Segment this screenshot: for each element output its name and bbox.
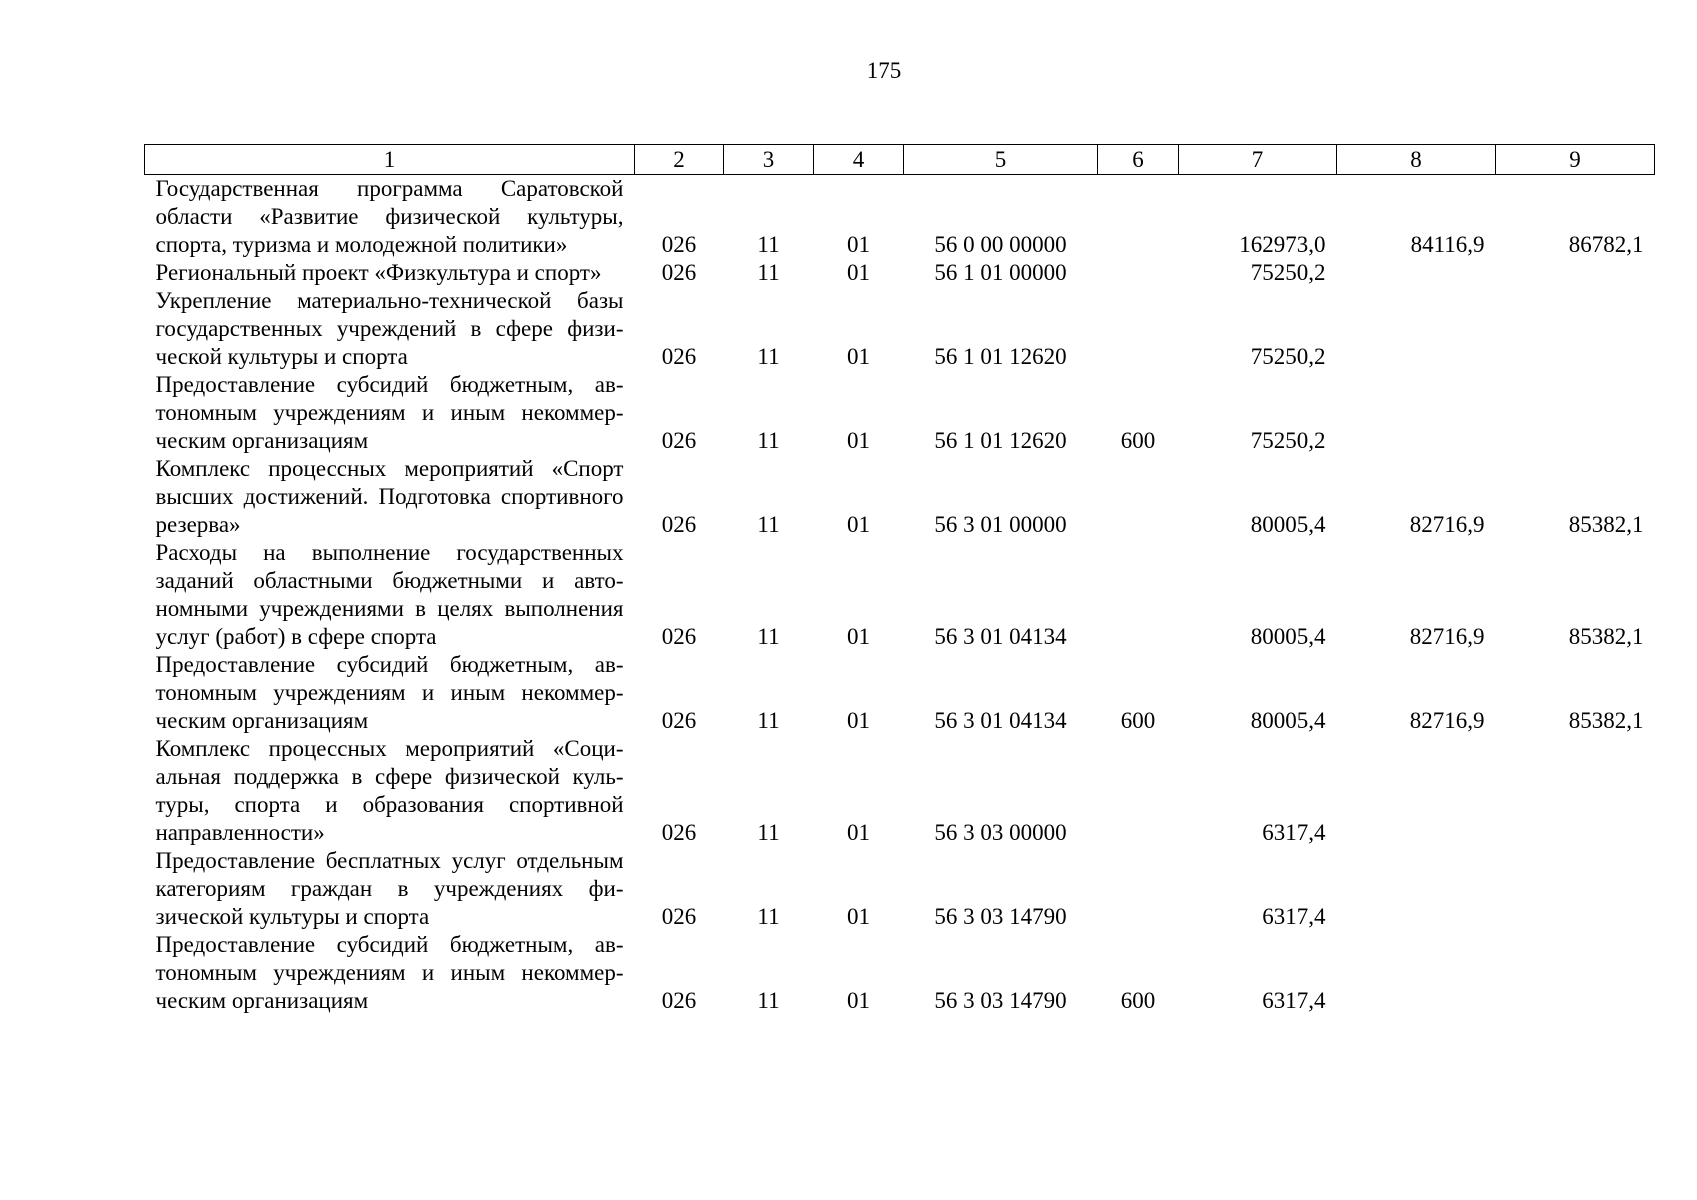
row-target-article-cell: 56 3 03 00000 [934, 820, 1067, 845]
row-target-article-cell: 56 3 03 14790 [934, 988, 1067, 1013]
row-expense-type-cell [1098, 735, 1179, 847]
row-expense-type-cell: 600 [1120, 988, 1156, 1013]
row-name-cell: Региональный проект «Физкультура и спорт» [155, 260, 602, 285]
row-amount-col9-cell: 85382,1 [1568, 624, 1644, 649]
row-subsection-cell: 01 [847, 428, 870, 453]
table-row [145, 539, 1655, 651]
header-cell-5: 5 [904, 145, 1098, 175]
row-target-article-cell: 56 3 01 04134 [934, 708, 1067, 733]
row-code-cell: 026 [661, 512, 697, 537]
row-amount-col7-cell: 75250,2 [1250, 428, 1326, 453]
row-target-article-cell: 56 1 01 00000 [934, 260, 1067, 285]
row-section-cell: 11 [757, 344, 780, 369]
row-expense-type-cell [1098, 287, 1179, 371]
table-row [145, 287, 1655, 371]
row-amount-col9-cell [1496, 371, 1655, 455]
row-target-article-cell: 56 0 00 00000 [934, 232, 1067, 257]
row-amount-col7-cell: 6317,4 [1262, 988, 1326, 1013]
header-cell-2: 2 [635, 145, 724, 175]
row-amount-col7-cell: 162973,0 [1239, 232, 1326, 257]
row-name-cell: Расходы на выполнение государственных заданий областными бюджетными и автономными учреждениями в целях выполнения услуг (работ) в сфере спорта [155, 540, 624, 649]
row-amount-col8-cell [1337, 931, 1496, 1015]
row-code-cell: 026 [661, 988, 697, 1013]
header-cell-4: 4 [814, 145, 904, 175]
row-amount-col9-cell [1496, 847, 1655, 931]
row-code-cell: 026 [661, 344, 697, 369]
row-section-cell: 11 [757, 820, 780, 845]
table-row [145, 371, 1655, 455]
row-amount-col9-cell [1496, 287, 1655, 371]
row-name-cell: Предоставление субсидий бюджетным, автономным учреждениям и иным некоммерческим организациям [155, 932, 624, 1013]
row-target-article-cell: 56 3 03 14790 [934, 904, 1067, 929]
header-cell-6: 6 [1098, 145, 1179, 175]
row-amount-col7-cell: 75250,2 [1250, 260, 1326, 285]
row-amount-col9-cell [1496, 931, 1655, 1015]
row-name-cell: Предоставление бесплатных услуг отдельным категориям граждан в учреждениях физической культуры и спорта [155, 848, 624, 929]
row-subsection-cell: 01 [847, 344, 870, 369]
row-expense-type-cell: 600 [1120, 428, 1156, 453]
row-code-cell: 026 [661, 624, 697, 649]
table-row [145, 931, 1655, 1015]
row-amount-col7-cell: 6317,4 [1262, 820, 1326, 845]
header-row [145, 145, 1655, 175]
row-name-cell: Укрепление материально-технической базы государственных учреждений в сфере физической культуры и спорта [155, 288, 624, 369]
budget-table [144, 144, 1655, 1015]
table-body [145, 175, 1655, 1016]
row-code-cell: 026 [661, 904, 697, 929]
header-cell-1: 1 [145, 145, 635, 175]
table-row [145, 259, 1655, 287]
row-name-cell: Государственная программа Саратовской области «Развитие физической культуры, спорта, туризма и молодежной политики» [155, 176, 624, 257]
row-name-cell: Предоставление субсидий бюджетным, автономным учреждениям и иным некоммерческим организациям [155, 652, 624, 733]
row-target-article-cell: 56 3 01 04134 [934, 624, 1067, 649]
row-amount-col8-cell: 84116,9 [1410, 232, 1485, 257]
row-expense-type-cell [1098, 455, 1179, 539]
row-expense-type-cell [1098, 847, 1179, 931]
row-section-cell: 11 [757, 904, 780, 929]
row-amount-col9-cell: 85382,1 [1568, 512, 1644, 537]
row-target-article-cell: 56 1 01 12620 [934, 428, 1067, 453]
row-subsection-cell: 01 [847, 512, 870, 537]
row-amount-col7-cell: 80005,4 [1250, 512, 1326, 537]
row-expense-type-cell [1098, 259, 1179, 287]
row-subsection-cell: 01 [847, 232, 870, 257]
row-section-cell: 11 [757, 260, 780, 285]
row-amount-col9-cell [1496, 259, 1655, 287]
row-section-cell: 11 [757, 988, 780, 1013]
row-target-article-cell: 56 3 01 00000 [934, 512, 1067, 537]
row-amount-col8-cell [1337, 371, 1496, 455]
row-amount-col8-cell: 82716,9 [1409, 708, 1485, 733]
row-subsection-cell: 01 [847, 820, 870, 845]
row-amount-col8-cell [1337, 735, 1496, 847]
row-section-cell: 11 [757, 512, 780, 537]
header-cell-3: 3 [724, 145, 814, 175]
row-amount-col7-cell: 80005,4 [1250, 624, 1326, 649]
row-amount-col8-cell: 82716,9 [1409, 512, 1485, 537]
row-subsection-cell: 01 [847, 904, 870, 929]
row-section-cell: 11 [757, 428, 780, 453]
row-code-cell: 026 [661, 820, 697, 845]
table-row [145, 455, 1655, 539]
row-amount-col8-cell: 82716,9 [1409, 624, 1485, 649]
row-amount-col8-cell [1337, 259, 1496, 287]
row-amount-col8-cell [1337, 847, 1496, 931]
row-section-cell: 11 [757, 624, 780, 649]
row-subsection-cell: 01 [847, 624, 870, 649]
table-row [145, 735, 1655, 847]
row-section-cell: 11 [757, 232, 780, 257]
header-cell-8: 8 [1337, 145, 1496, 175]
header-cell-9: 9 [1496, 145, 1655, 175]
row-amount-col9-cell: 86782,1 [1568, 232, 1644, 257]
row-target-article-cell: 56 1 01 12620 [934, 344, 1067, 369]
row-amount-col9-cell [1496, 735, 1655, 847]
row-amount-col8-cell [1337, 287, 1496, 371]
row-subsection-cell: 01 [847, 708, 870, 733]
header-cell-7: 7 [1179, 145, 1337, 175]
row-amount-col9-cell: 85382,1 [1568, 708, 1644, 733]
row-subsection-cell: 01 [847, 260, 870, 285]
row-code-cell: 026 [661, 428, 697, 453]
table-row [145, 175, 1655, 260]
row-expense-type-cell: 600 [1120, 708, 1156, 733]
row-expense-type-cell [1098, 175, 1179, 260]
row-name-cell: Комплекс процессных мероприятий «Социальная поддержка в сфере физической культуры, спорта и образования спортивной направленности» [155, 736, 624, 845]
row-code-cell: 026 [661, 260, 697, 285]
table-row [145, 847, 1655, 931]
table-row [145, 651, 1655, 735]
row-amount-col7-cell: 80005,4 [1250, 708, 1326, 733]
row-name-cell: Предоставление субсидий бюджетным, автономным учреждениям и иным некоммерческим организациям [155, 372, 624, 453]
row-code-cell: 026 [661, 232, 697, 257]
row-amount-col7-cell: 75250,2 [1250, 344, 1326, 369]
page-number: 175 [866, 58, 902, 83]
row-section-cell: 11 [757, 708, 780, 733]
row-subsection-cell: 01 [847, 988, 870, 1013]
row-name-cell: Комплекс процессных мероприятий «Спорт высших достижений. Подготовка спортивного резерва» [155, 456, 624, 537]
row-expense-type-cell [1098, 539, 1179, 651]
row-code-cell: 026 [661, 708, 697, 733]
row-amount-col7-cell: 6317,4 [1262, 904, 1326, 929]
